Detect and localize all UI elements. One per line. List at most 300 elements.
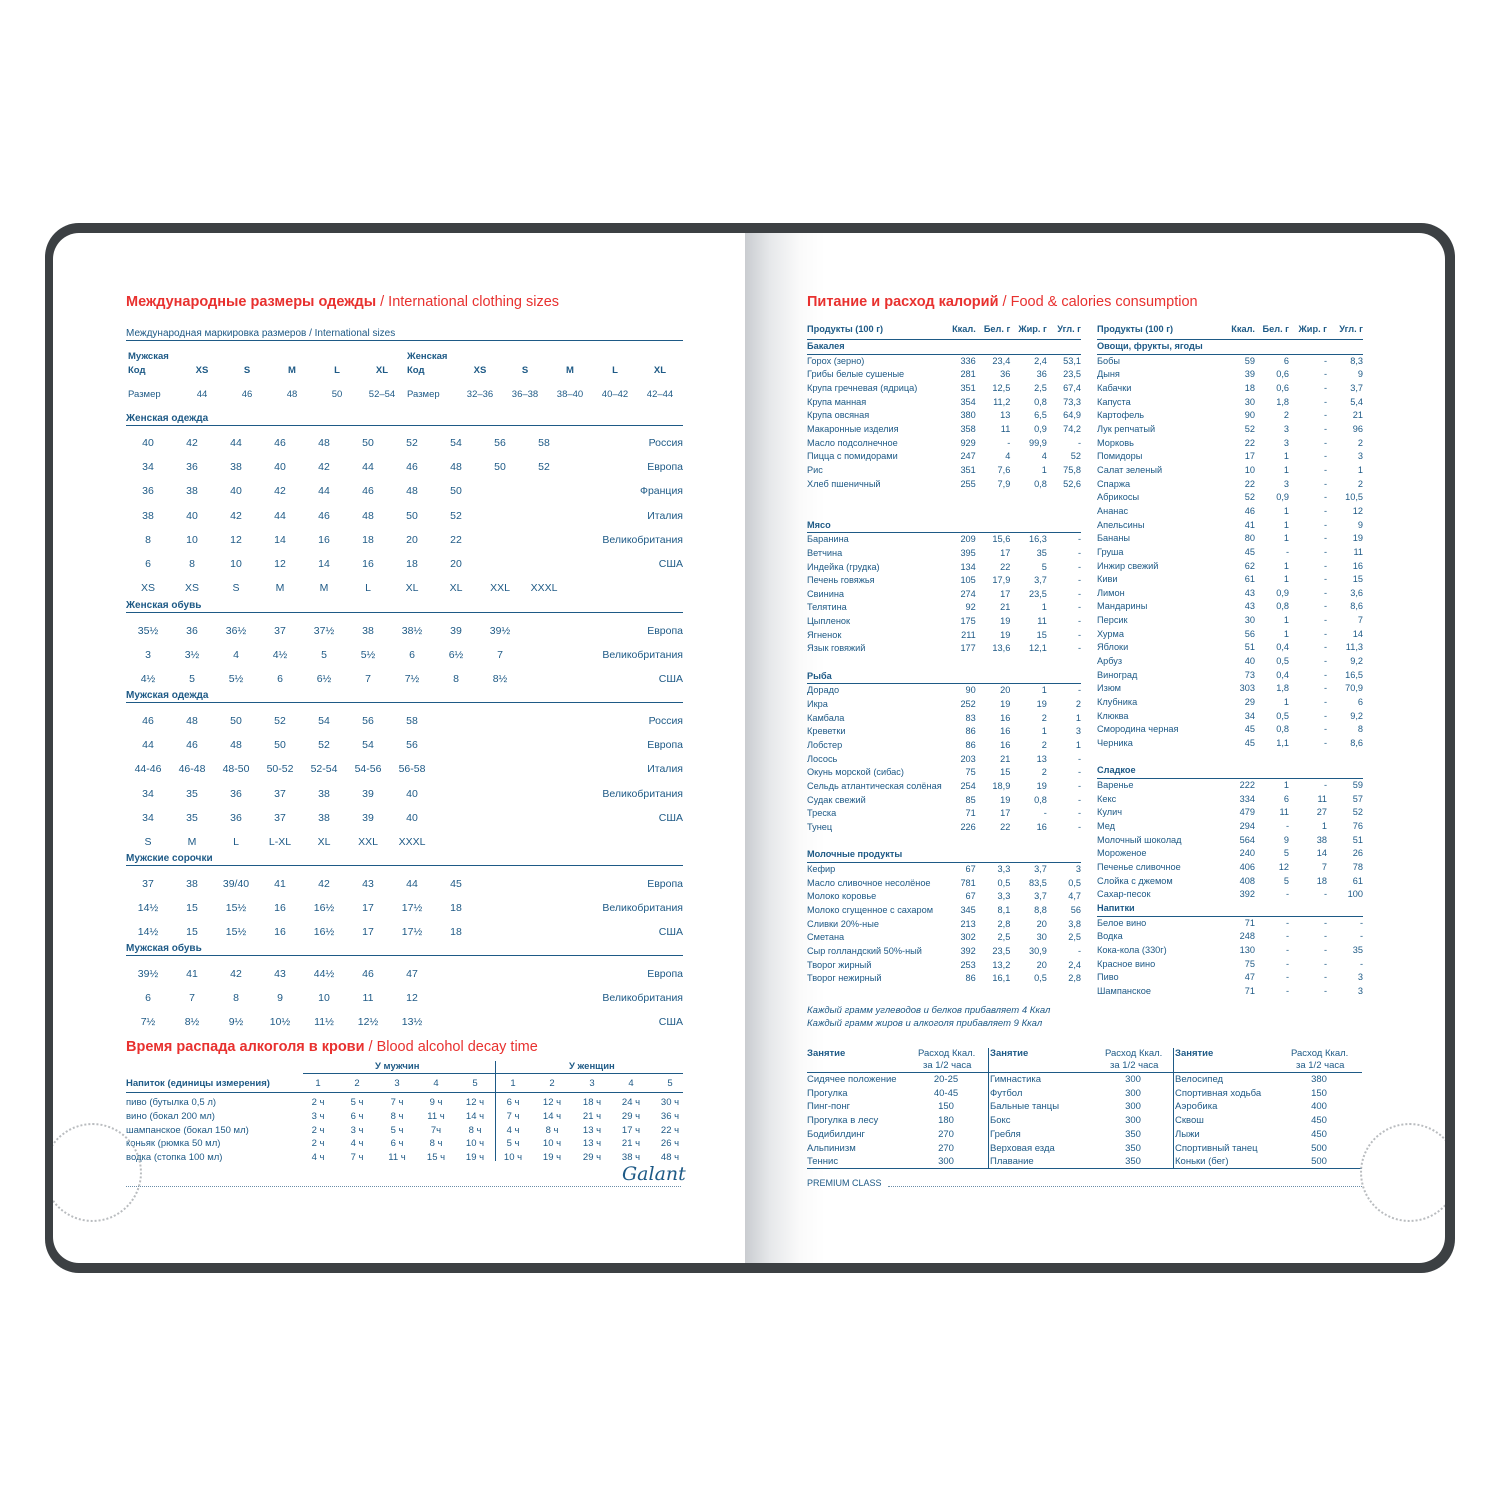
activity-kcal: 300 xyxy=(1125,1087,1141,1099)
size-cell: 6 xyxy=(409,649,415,662)
food-row xyxy=(1097,573,1363,587)
mens-size-cell: 52–54 xyxy=(368,389,396,400)
food-cell: 1 xyxy=(1357,464,1363,475)
size-cell: 35 xyxy=(186,811,198,824)
mens-label: Мужская xyxy=(128,351,169,362)
food-cell: 294 xyxy=(1239,820,1255,831)
note-fats: Каждый грамм жиров и алкоголя прибавляет 9 Ккал xyxy=(807,1018,1043,1029)
size-row xyxy=(126,788,683,802)
size-cell: 36 xyxy=(186,625,198,637)
alcohol-hours-women: 13 ч xyxy=(582,1138,602,1150)
food-cell: 90 xyxy=(965,685,976,696)
size-cell: 6 xyxy=(277,673,283,686)
size-cell: 37 xyxy=(142,878,154,890)
food-cell: 67,4 xyxy=(1063,382,1081,393)
mens-code-cell: XS xyxy=(195,365,209,376)
activity-name: Теннис xyxy=(807,1156,839,1168)
food-cell: 479 xyxy=(1239,807,1255,818)
food-row xyxy=(807,409,1081,423)
mens-code-cell: M xyxy=(288,365,296,376)
food-cell: 21 xyxy=(1000,753,1011,764)
section-heading: Мужская одежда xyxy=(126,690,683,703)
size-cell: 56 xyxy=(406,739,418,752)
food-cell: 56 xyxy=(1070,904,1081,915)
food-cell: 30 xyxy=(1244,396,1255,407)
alcohol-title-ru: Время распада алкоголя в крови xyxy=(126,1039,365,1055)
size-cell: 12½ xyxy=(357,1016,379,1029)
food-cell: 52,6 xyxy=(1063,478,1081,489)
food-cell: Язык говяжий xyxy=(807,643,866,654)
size-cell: 39 xyxy=(362,811,374,824)
food-row xyxy=(1097,505,1363,519)
food-cell: 52 xyxy=(1352,807,1363,818)
food-cell: 8,1 xyxy=(997,904,1011,915)
food-row xyxy=(807,931,1081,945)
food-cell: 1 xyxy=(1041,464,1047,475)
alcohol-hours-women: 4 ч xyxy=(506,1124,520,1136)
food-cell: - xyxy=(1077,629,1081,640)
food-cell: Салат зеленый xyxy=(1097,464,1163,475)
food-cell: 0,6 xyxy=(1276,369,1289,380)
food-cell: 16,3 xyxy=(1028,534,1047,545)
food-cell: Камбала xyxy=(807,712,845,723)
food-cell: 3 xyxy=(1283,437,1289,448)
alcohol-hours-men: 10 ч xyxy=(465,1138,485,1150)
food-cell: 56 xyxy=(1244,628,1255,639)
food-cell: Икра xyxy=(807,699,828,710)
alcohol-women-label: У женщин xyxy=(569,1061,615,1072)
food-cell: 2 xyxy=(1041,712,1047,723)
food-cell: Масло сливочное несолёное xyxy=(807,877,931,888)
food-col-header: Ккал. xyxy=(942,321,976,340)
title-ru: Международные размеры одежды xyxy=(126,294,377,310)
food-cell: 5 xyxy=(1041,561,1047,572)
food-cell: 21 xyxy=(1000,602,1011,613)
size-cell: 46 xyxy=(274,437,286,449)
activity-kcal: 350 xyxy=(1125,1156,1141,1168)
food-group-row xyxy=(807,670,1081,684)
womens-size-label: Размер xyxy=(407,389,440,400)
activity-kcal: 300 xyxy=(938,1156,954,1168)
food-cell: - xyxy=(1323,464,1327,475)
food-cell: 1 xyxy=(1283,615,1289,626)
food-cell: 564 xyxy=(1239,834,1255,845)
food-cell: 18,9 xyxy=(992,781,1011,791)
food-cell: 1 xyxy=(1283,628,1289,639)
food-row xyxy=(1097,888,1363,902)
food-cell: Дыня xyxy=(1097,369,1120,380)
food-cell: 6,5 xyxy=(1034,410,1047,421)
womens-size-cell: 42–44 xyxy=(646,389,674,400)
food-row xyxy=(1097,354,1363,368)
food-cell: Мороженое xyxy=(1097,848,1147,859)
food-cell: - xyxy=(1077,561,1081,572)
kcal-header: Расход Ккал. xyxy=(1105,1048,1163,1059)
food-row xyxy=(807,354,1081,368)
food-col-header: Угл. г xyxy=(1327,321,1363,340)
food-cell: Лосось xyxy=(807,753,838,764)
food-cell: 16 xyxy=(1000,712,1011,723)
size-cell: 48-50 xyxy=(222,763,250,776)
food-cell: - xyxy=(1077,575,1081,586)
food-cell: Тунец xyxy=(807,821,833,832)
food-cell: 3 xyxy=(1075,863,1081,874)
size-cell: 10 xyxy=(318,992,330,1005)
size-cell: 48 xyxy=(186,715,198,727)
size-cell: 6½ xyxy=(448,649,464,662)
food-group-label: Мясо xyxy=(807,519,1081,533)
food-cell: 2 xyxy=(1041,767,1047,778)
country-label: Великобритания xyxy=(602,902,683,915)
country-label: Европа xyxy=(647,739,683,752)
food-group-row xyxy=(1097,764,1363,778)
food-cell: 1,8 xyxy=(1276,683,1289,694)
size-cell: 52 xyxy=(406,437,418,449)
size-row xyxy=(126,461,683,475)
food-cell: - xyxy=(1077,753,1081,764)
food-cell: 53,1 xyxy=(1063,355,1081,366)
size-cell: 8 xyxy=(453,673,459,686)
size-cell: 36 xyxy=(230,811,242,824)
food-cell: 334 xyxy=(1239,793,1255,804)
food-cell: 0,4 xyxy=(1276,669,1289,680)
size-cell: 37½ xyxy=(313,625,335,637)
size-cell: 54 xyxy=(450,437,462,449)
food-cell: 11 xyxy=(1317,793,1327,804)
food-cell: Груша xyxy=(1097,546,1124,557)
mens-code-cell: XL xyxy=(375,365,389,376)
food-cell: 19 xyxy=(1000,794,1011,805)
size-cell: 38 xyxy=(362,625,374,637)
food-cell: 64,9 xyxy=(1063,410,1081,421)
size-cell: 58 xyxy=(406,715,418,727)
food-row xyxy=(807,368,1081,382)
size-cell: 14½ xyxy=(137,902,159,915)
alcohol-hours-men: 11 ч xyxy=(427,1110,445,1122)
alcohol-col-women: 5 xyxy=(667,1078,673,1089)
food-cell: 1 xyxy=(1283,697,1289,708)
food-cell: 0,9 xyxy=(1276,587,1289,598)
country-label: Европа xyxy=(647,968,683,980)
size-cell: 54-56 xyxy=(354,763,382,776)
size-cell: 44-46 xyxy=(134,763,162,776)
food-cell: 16 xyxy=(1352,560,1363,571)
food-cell: 1 xyxy=(1283,533,1289,544)
size-row xyxy=(126,437,683,451)
food-cell: - xyxy=(1323,889,1327,900)
food-cell: 2,8 xyxy=(1068,973,1081,984)
size-cell: 48 xyxy=(406,485,418,498)
food-spacer-cell xyxy=(807,656,1081,670)
food-cell: 105 xyxy=(960,575,976,586)
food-cell: 222 xyxy=(1239,780,1255,790)
size-cell: 36 xyxy=(186,461,198,474)
food-cell: Помидоры xyxy=(1097,451,1143,462)
food-cell: - xyxy=(1323,958,1327,969)
food-cell: - xyxy=(1077,437,1081,448)
food-row xyxy=(807,382,1081,396)
food-cell: 1 xyxy=(1283,519,1289,530)
food-cell: 2,5 xyxy=(1068,932,1081,943)
size-cell: S xyxy=(144,836,152,848)
size-row xyxy=(126,836,683,850)
activity-name: Лыжи xyxy=(1175,1128,1200,1140)
clothing-sizes-title xyxy=(126,294,559,310)
food-group-label: Бакалея xyxy=(807,340,1081,355)
food-row xyxy=(807,821,1081,835)
food-cell: 11 xyxy=(1037,616,1047,627)
size-cell: 52 xyxy=(274,715,286,727)
food-cell: 5,4 xyxy=(1350,396,1363,407)
food-cell: - xyxy=(1323,369,1327,380)
food-cell: Рис xyxy=(807,464,823,475)
food-group-label: Овощи, фрукты, ягоды xyxy=(1097,340,1363,355)
food-cell: - xyxy=(1323,382,1327,393)
activity-kcal: 350 xyxy=(1125,1142,1141,1154)
size-cell: M xyxy=(319,582,329,595)
food-cell: 0,5 xyxy=(1068,877,1081,888)
food-cell: Телятина xyxy=(807,602,847,613)
food-cell: Молочный шоколад xyxy=(1097,834,1182,845)
alcohol-drink: водка (стопка 100 мл) xyxy=(126,1152,223,1164)
food-row xyxy=(1097,423,1363,437)
size-cell: 46-48 xyxy=(178,763,206,776)
food-row xyxy=(807,464,1081,478)
food-row xyxy=(1097,641,1363,655)
food-cell: 1 xyxy=(1283,780,1289,790)
food-cell: 52 xyxy=(1070,451,1081,462)
size-cell: 44 xyxy=(318,485,330,498)
food-cell: 345 xyxy=(960,904,976,915)
activity-name: Спортивный танец xyxy=(1175,1142,1258,1154)
food-cell: 59 xyxy=(1352,780,1363,790)
food-cell: 30 xyxy=(1244,615,1255,626)
womens-code-cell: L xyxy=(612,365,618,376)
food-cell: 351 xyxy=(960,464,976,475)
food-cell: 45 xyxy=(1244,724,1255,735)
food-cell: 0,8 xyxy=(1034,396,1047,407)
size-cell: 5½ xyxy=(360,649,376,662)
food-cell: - xyxy=(1077,794,1081,805)
food-cell: Кекс xyxy=(1097,793,1117,804)
food-spacer-cell xyxy=(807,505,1081,519)
size-cell: 50 xyxy=(362,437,374,449)
food-cell: 336 xyxy=(960,355,976,366)
food-cell: 2,4 xyxy=(1034,355,1047,366)
size-cell: 9 xyxy=(277,992,283,1005)
activity-name: Спортивная ходьба xyxy=(1175,1087,1262,1099)
food-cell: 20 xyxy=(1036,918,1047,929)
size-cell: XXXL xyxy=(530,582,558,595)
food-cell: 2 xyxy=(1075,699,1081,710)
food-cell: 16,1 xyxy=(992,973,1011,984)
food-cell: 274 xyxy=(960,588,976,599)
size-cell: 46 xyxy=(186,739,198,752)
activity-header: Занятие xyxy=(1175,1048,1214,1059)
size-cell: 7 xyxy=(365,673,371,686)
food-cell: 8,3 xyxy=(1350,355,1363,366)
activity-kcal: 450 xyxy=(1311,1115,1327,1127)
food-cell: 213 xyxy=(960,918,976,929)
food-cell: Печенье сливочное xyxy=(1097,861,1181,872)
activity-name: Коньки (бег) xyxy=(1175,1156,1229,1168)
country-label: Франция xyxy=(639,485,683,498)
alcohol-hours-men: 11 ч xyxy=(388,1152,406,1164)
food-cell: Горох (зерно) xyxy=(807,355,865,366)
country-label: Россия xyxy=(648,715,683,727)
food-cell: 5 xyxy=(1283,875,1289,886)
size-cell: 40 xyxy=(274,461,286,474)
size-cell: 42 xyxy=(230,968,242,980)
food-cell: - xyxy=(1323,985,1327,996)
size-cell: 56-58 xyxy=(398,763,426,776)
food-row xyxy=(1097,382,1363,396)
food-cell: 177 xyxy=(960,643,976,654)
food-cell: 73,3 xyxy=(1063,396,1081,407)
food-cell: 302 xyxy=(960,932,976,943)
food-cell: 0,5 xyxy=(1034,973,1047,984)
food-row xyxy=(1097,628,1363,642)
size-row xyxy=(126,926,683,940)
activity-name: Сидячее положение xyxy=(807,1074,897,1085)
alcohol-hours-men: 8 ч xyxy=(429,1138,443,1150)
activity-name: Прогулка xyxy=(807,1087,848,1099)
food-cell: 0,8 xyxy=(1276,601,1289,612)
alcohol-drink: вино (бокал 200 мл) xyxy=(126,1110,215,1122)
food-cell: 38 xyxy=(1316,834,1327,845)
food-cell: 83 xyxy=(965,712,976,723)
food-cell: 19 xyxy=(1036,781,1047,791)
food-cell: 1 xyxy=(1283,451,1289,462)
food-cell: 6 xyxy=(1283,355,1289,366)
size-cell: 40 xyxy=(186,509,198,522)
size-cell: 46 xyxy=(406,461,418,474)
food-cell: Сливки 20%-ные xyxy=(807,918,879,929)
food-row xyxy=(807,945,1081,959)
food-row xyxy=(807,450,1081,464)
food-row xyxy=(807,780,1081,794)
size-cell: 38 xyxy=(142,509,154,522)
food-cell: Капуста xyxy=(1097,396,1131,407)
food-row xyxy=(807,601,1081,615)
food-cell: 2,5 xyxy=(997,932,1011,943)
food-cell: 0,9 xyxy=(1034,423,1047,434)
food-cell: 52 xyxy=(1244,423,1255,434)
country-label: Италия xyxy=(647,763,683,776)
food-cell: 22 xyxy=(1244,437,1255,448)
food-cell: Ягненок xyxy=(807,629,842,640)
food-cell: 15,6 xyxy=(992,534,1011,545)
food-cell: - xyxy=(1323,931,1327,942)
food-row xyxy=(1097,655,1363,669)
food-row xyxy=(807,437,1081,451)
mens-size-label: Размер xyxy=(128,389,161,400)
food-cell: Варенье xyxy=(1097,780,1134,790)
food-cell: Арбуз xyxy=(1097,656,1123,667)
alcohol-hours-men: 3 ч xyxy=(350,1124,364,1136)
food-cell: 19 xyxy=(1036,699,1047,710)
food-cell: - xyxy=(1323,396,1327,407)
food-cell: 76 xyxy=(1352,820,1363,831)
womens-code-cell: S xyxy=(521,365,529,376)
size-cell: 18 xyxy=(362,533,374,546)
size-cell: 39½ xyxy=(137,968,159,980)
food-cell: Изюм xyxy=(1097,683,1121,694)
food-cell: Пицца с помидорами xyxy=(807,451,898,462)
food-cell: 929 xyxy=(960,437,976,448)
food-cell: 2,8 xyxy=(997,918,1011,929)
food-row xyxy=(1097,600,1363,614)
food-cell: 247 xyxy=(960,451,976,462)
food-cell: 15 xyxy=(1036,629,1047,640)
activity-name: Велосипед xyxy=(1175,1074,1224,1085)
food-cell: - xyxy=(1323,505,1327,516)
food-cell: Лимон xyxy=(1097,587,1125,598)
intl-sizes-heading: Международная маркировка размеров / International sizes xyxy=(126,328,683,341)
food-cell: 5 xyxy=(1283,848,1289,859)
food-row xyxy=(1097,847,1363,861)
size-cell: 11½ xyxy=(314,1016,334,1029)
food-row xyxy=(1097,985,1363,999)
activity-name: Сквош xyxy=(1175,1115,1204,1127)
food-cell: Шампанское xyxy=(1097,985,1151,996)
food-row xyxy=(1097,971,1363,985)
alcohol-hours-women: 5 ч xyxy=(506,1138,520,1150)
food-cell: 35 xyxy=(1352,944,1363,955)
size-cell: 42 xyxy=(274,485,286,498)
alcohol-hours-women: 21 ч xyxy=(582,1110,602,1122)
size-cell: 42 xyxy=(318,461,330,474)
alcohol-hours-men: 5 ч xyxy=(350,1097,364,1108)
size-cell: 56 xyxy=(362,715,374,727)
food-cell: 9 xyxy=(1357,519,1363,530)
activity-kcal: 270 xyxy=(938,1142,954,1154)
food-row xyxy=(1097,464,1363,478)
food-cell: 1 xyxy=(1321,820,1327,831)
food-cell: 252 xyxy=(960,699,976,710)
alcohol-hours-men: 4 ч xyxy=(311,1152,325,1164)
food-cell: 34 xyxy=(1244,710,1255,721)
food-spacer xyxy=(807,835,1081,849)
womens-label: Женская xyxy=(407,351,448,362)
size-cell: 38 xyxy=(318,787,330,800)
food-cell: 20 xyxy=(1036,959,1047,970)
food-cell: 240 xyxy=(1239,848,1255,859)
size-cell: 15 xyxy=(186,926,198,939)
food-cell: Мандарины xyxy=(1097,601,1148,612)
alcohol-hours-women: 24 ч xyxy=(621,1097,641,1108)
food-cell: 3 xyxy=(1357,451,1363,462)
food-cell: - xyxy=(1323,587,1327,598)
food-row xyxy=(807,753,1081,767)
food-cell: Бобы xyxy=(1097,355,1121,366)
corner-stitch xyxy=(53,1123,142,1222)
food-cell: Масло подсолнечное xyxy=(807,437,898,448)
alcohol-col-women: 1 xyxy=(510,1078,516,1089)
food-table-right xyxy=(1097,321,1363,999)
food-row xyxy=(807,396,1081,410)
food-cell: 30,9 xyxy=(1028,945,1047,956)
food-cell: 14 xyxy=(1352,628,1363,639)
food-cell: - xyxy=(1323,697,1327,708)
food-row xyxy=(1097,450,1363,464)
food-cell: 26 xyxy=(1352,848,1363,859)
activity-header: Занятие xyxy=(807,1048,846,1059)
food-group-label: Сладкое xyxy=(1097,764,1363,778)
food-cell: 86 xyxy=(965,726,976,737)
food-cell: 22 xyxy=(1244,478,1255,489)
food-cell: 281 xyxy=(960,369,976,380)
